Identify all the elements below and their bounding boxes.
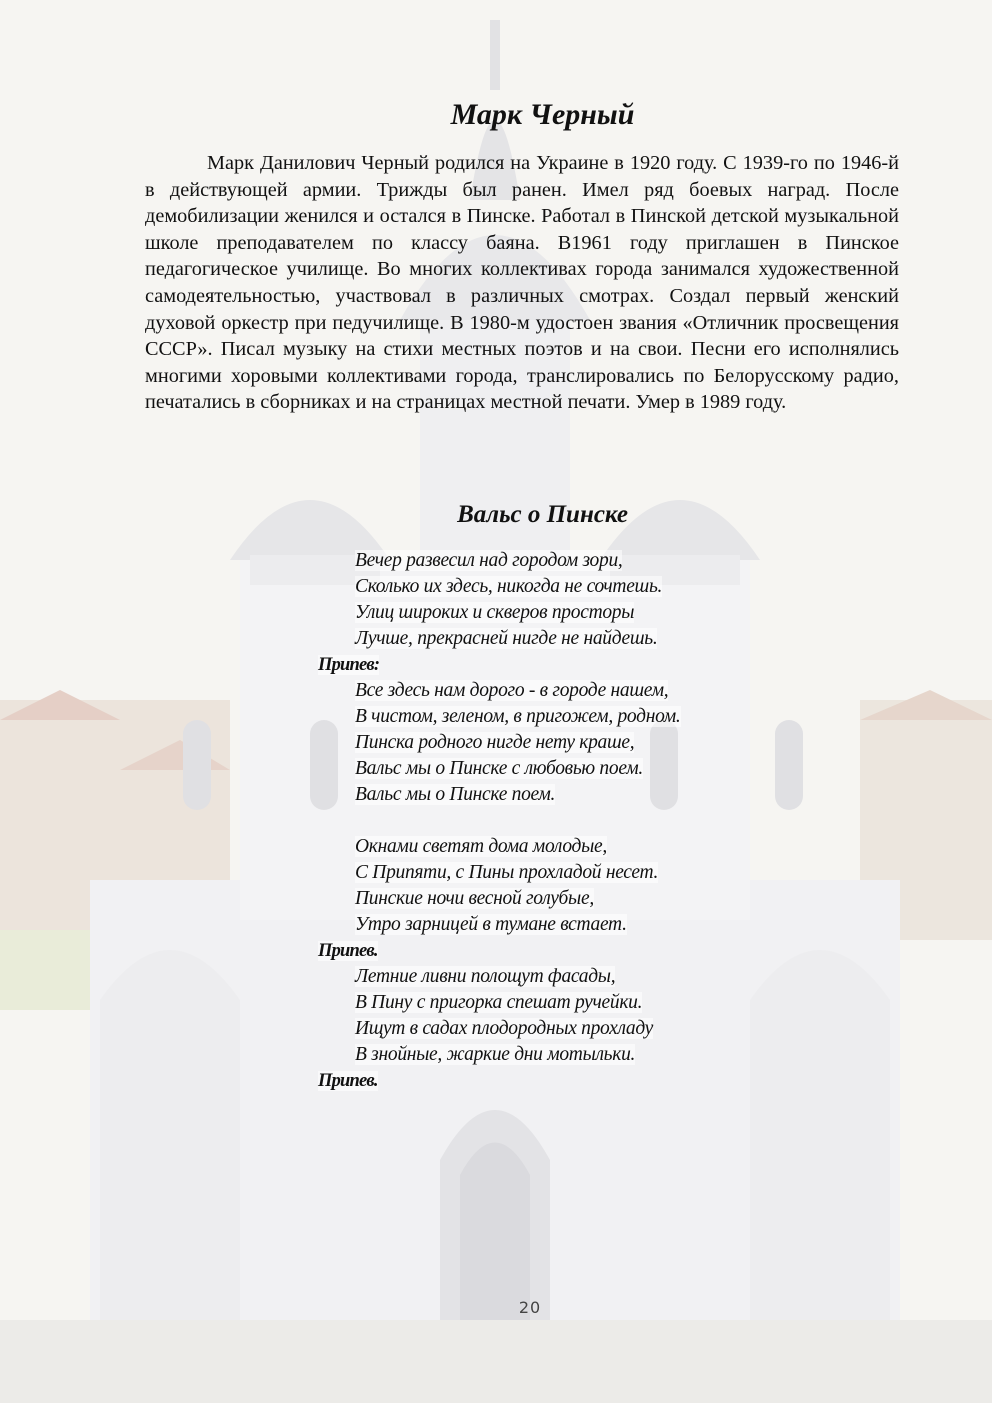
refrain-line: Пинска родного нигде нету краше, xyxy=(355,732,635,753)
poem-line: Ищут в садах плодородных прохладу xyxy=(355,1018,654,1039)
poem-line: В Пину с пригорка спешат ручейки. xyxy=(355,992,643,1013)
refrain-line: Вальс мы о Пинске поем. xyxy=(355,784,556,805)
refrain-label: Припев. xyxy=(318,1071,378,1091)
poem-line: Летние ливни полощут фасады, xyxy=(355,966,616,987)
refrain-label: Припев. xyxy=(318,941,378,961)
article-title: Марк Черный xyxy=(450,98,635,131)
poem xyxy=(318,548,738,1094)
poem-line: С Припяти, с Пины прохладой несет. xyxy=(355,862,659,883)
poem-line: Сколько их здесь, никогда не сочтешь. xyxy=(355,576,663,597)
poem-line: Лучше, прекрасней нигде не найдешь. xyxy=(355,628,658,649)
poem-line: Вечер развесил над городом зори, xyxy=(355,550,623,571)
poem-line: Улиц широких и скверов просторы xyxy=(355,602,635,623)
page-number: 20 xyxy=(518,1298,542,1317)
poem-line: В знойные, жаркие дни мотыльки. xyxy=(355,1044,636,1065)
song-title: Вальс о Пинске xyxy=(457,501,628,528)
stanza-gap xyxy=(318,808,738,834)
poem-line: Утро зарницей в тумане встает. xyxy=(355,914,627,935)
refrain-label: Припев: xyxy=(318,655,380,675)
poem-line: Пинские ночи весной голубые, xyxy=(355,888,594,909)
poem-line: Окнами светят дома молодые, xyxy=(355,836,607,857)
refrain-line: Все здесь нам дорого - в городе нашем, xyxy=(355,680,669,701)
refrain-line: В чистом, зеленом, в пригожем, родном. xyxy=(355,706,681,727)
biography-paragraph: Марк Данилович Черный родился на Украине в 1920 году. С 1939-го по 1946-й в действующей армии. Трижды был ранен. Имел ряд боевых наград. После демобилизации женился и остался в Пинске. Работал в Пинской детской музыкальной школе преподавателем по классу баяна. В1961 году приглашен в Пинское педагогическое училище. Во многих коллективах города занимался художественной самодеятельностью, участвовал в различных смотрах. Создал первый женский духовой оркестр при педучилище. В 1980-м удостоен звания «Отличник просвещения СССР». Писал музыку на стихи местных поэтов и на свои. Песни его исполнялись многими хоровыми коллективами города, транслировались по Белорусскому радио, печатались в сборниках и на страницах местной печати. Умер в 1989 году. xyxy=(145,152,899,414)
refrain-line: Вальс мы о Пинске с любовью поем. xyxy=(355,758,643,779)
